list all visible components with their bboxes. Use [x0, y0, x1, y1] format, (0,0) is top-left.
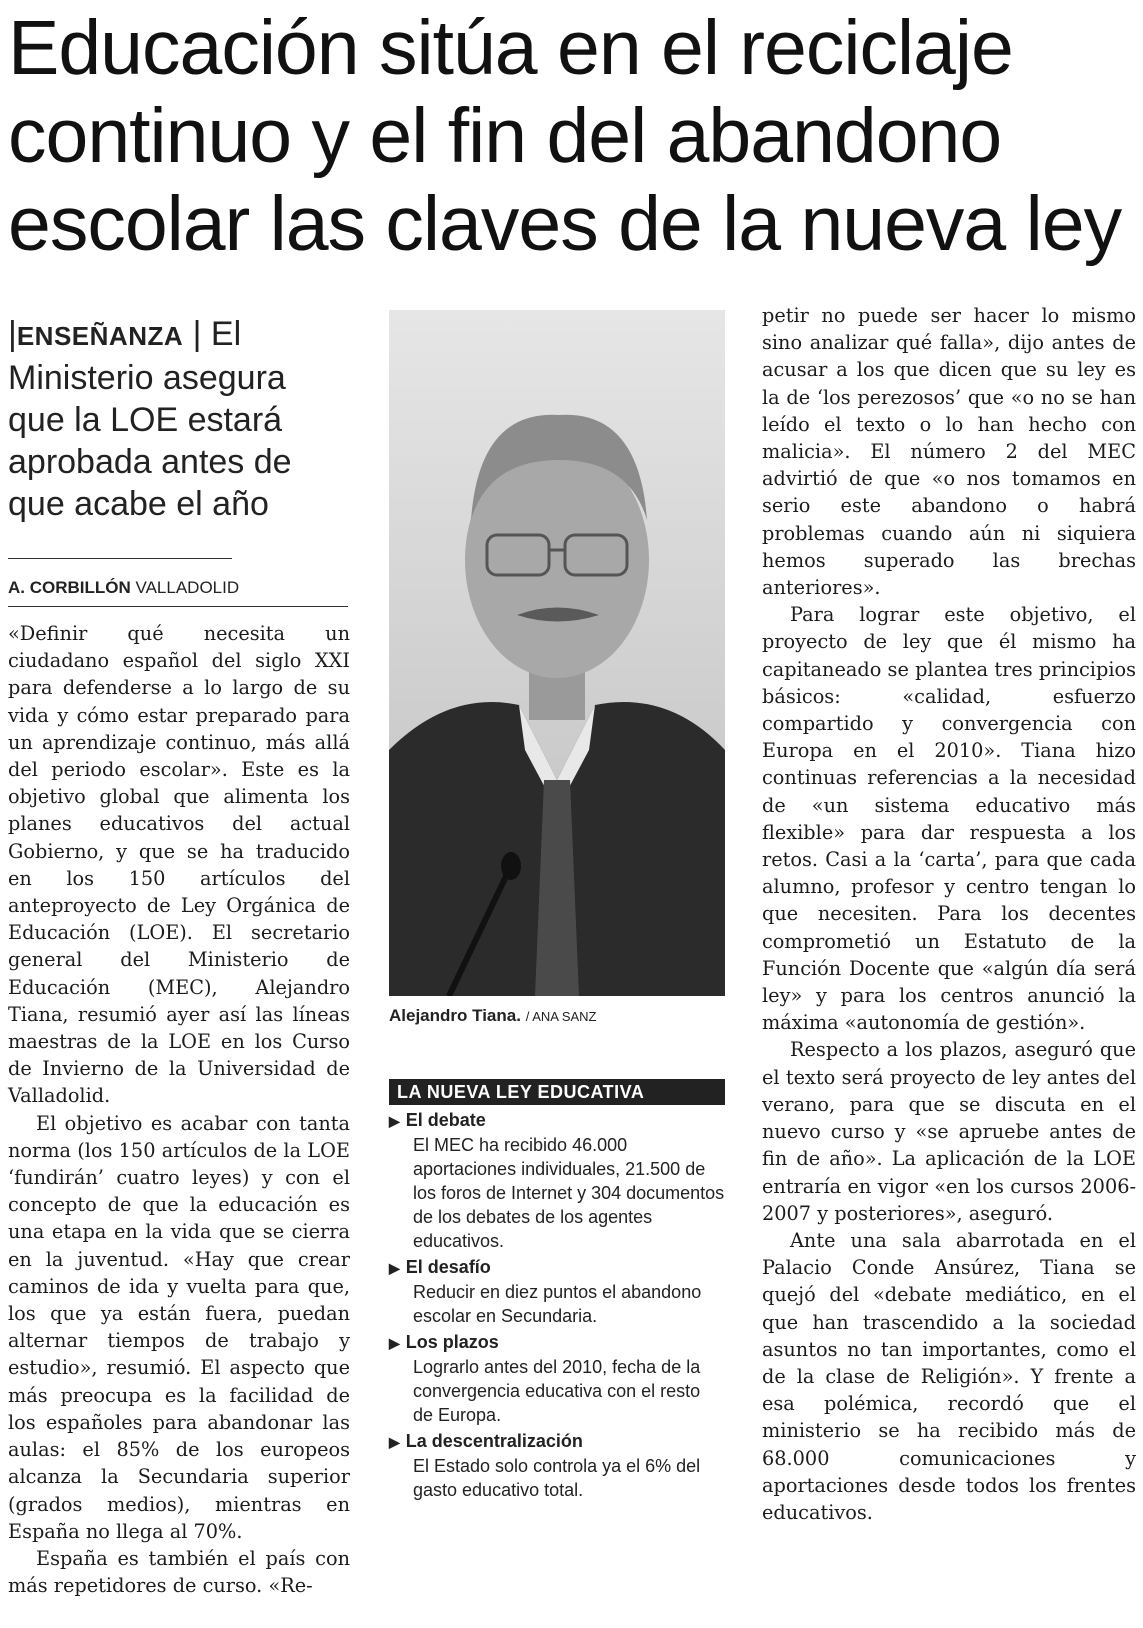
article-column-3 — [762, 302, 1136, 1526]
subhead-text: El Ministerio asegura que la LOE estará aprobada antes de que acabe el año — [8, 315, 292, 523]
headline-line-2: continuo y el fin del abandono — [8, 93, 1002, 179]
photo-caption — [389, 1006, 729, 1026]
box-item-text: Lograrlo antes del 2010, fecha de la convergencia educativa con el resto de Europa. — [413, 1357, 701, 1425]
subhead — [8, 313, 348, 525]
triangle-bullet-icon: ▶ — [389, 1260, 400, 1276]
sidebar-box — [389, 1108, 725, 1504]
triangle-bullet-icon: ▶ — [389, 1335, 400, 1351]
box-item-head: Los plazos — [405, 1332, 499, 1352]
box-item — [389, 1429, 725, 1502]
box-item — [389, 1330, 725, 1427]
headline-line-3: escolar las claves de la nueva ley — [8, 181, 1122, 267]
section-tag: ENSEÑANZA — [16, 321, 184, 351]
box-item-text: El MEC ha recibido 46.000 aportaciones individuales, 21.500 de los foros de Internet y 304 documentos de los debates de los agentes educativos. — [413, 1135, 725, 1251]
headline-line-1: Educación sitúa en el reciclaje — [8, 5, 1013, 91]
triangle-bullet-icon: ▶ — [389, 1434, 400, 1450]
byline-place: VALLADOLID — [135, 578, 240, 597]
paragraph: Para lograr este objetivo, el proyecto de ley que él mismo ha capitaneado se plantea tres principios básicos: «calidad, esfuerzo compartido y convergencia con Europa en el 2010». Tiana hizo continuas referencias a la necesidad de «un sistema educativo más flexible» para dar respuesta a los retos. Casi a la ‘carta’, para que cada alumno, profesor y centro tengan lo que necesiten. Para los decentes comprometió un Estatuto de la Función Docente que «algún día será ley» y para los centros anunció la máxima «autonomía de gestión». — [762, 603, 1136, 1035]
portrait-photo — [389, 310, 725, 996]
caption-name: Alejandro Tiana. — [389, 1006, 521, 1025]
paragraph: Ante una sala abarrotada en el Palacio Conde Ansúrez, Tiana se quejó del «debate mediático, en el que han trascendido a la sociedad asuntos no tan importantes, como el de la clase de Religión». Y frente a esa polémica, recordó que el ministerio se ha recibido más de 68.000 comunicaciones y aportaciones desde todos los frentes educativos. — [762, 1228, 1136, 1524]
paragraph: «Definir qué necesita un ciudadano español del siglo XXI para defenderse a lo largo de su vida y cómo estar preparado para un aprendizaje continuo, más allá del periodo escolar». Este es la objetivo global que alimenta los planes educativos del actual Gobierno, y que se ha traducido en los 150 artículos del anteproyecto de Ley Orgánica de Educación (LOE). El secretario general del Ministerio de Educación (MEC), Alejandro Tiana, resumió ayer así las líneas maestras de la LOE en los Curso de Invierno de la Universidad de Valladolid. — [8, 622, 350, 1108]
portrait-illustration — [389, 310, 725, 996]
paragraph: petir no puede ser hacer lo mismo sino analizar qué falla», dijo antes de acusar a los que dicen que su ley es la de ‘los perezosos’ que «o no se han leído el texto o lo han hecho con malicia». El número 2 del MEC advirtió de que «o nos tomamos en serio este abandono o habrá problemas cuando aún ni siquiera hemos superado las brechas anteriores». — [762, 304, 1136, 600]
box-item-head: El desafío — [405, 1257, 491, 1277]
box-item-text: El Estado solo controla ya el 6% del gasto educativo total. — [413, 1456, 701, 1500]
box-item-head: La descentralización — [405, 1431, 583, 1451]
headline — [8, 4, 1138, 268]
byline-author: A. CORBILLÓN — [8, 578, 131, 597]
box-item-head: El debate — [405, 1110, 486, 1130]
article-column-1 — [8, 620, 350, 1599]
sidebar-box-title: LA NUEVA LEY EDUCATIVA — [389, 1079, 725, 1105]
tag-divider: | — [192, 315, 202, 353]
box-item-text: Reducir en diez puntos el abandono escolar en Secundaria. — [413, 1282, 702, 1326]
box-item — [389, 1255, 725, 1328]
box-item — [389, 1108, 725, 1253]
paragraph: Respecto a los plazos, aseguró que el texto será proyecto de ley antes del verano, para que se discuta en el nuevo curso y «se apruebe antes de fin de año». La aplicación de la LOE entraría en vigor «en los cursos 2006-2007 y posteriores», aseguró. — [762, 1038, 1136, 1225]
byline-rule — [8, 606, 348, 607]
tag-divider: | — [8, 315, 17, 353]
paragraph: España es también el país con más repetidores de curso. «Re- — [8, 1546, 350, 1598]
paragraph: El objetivo es acabar con tanta norma (los 150 artículos de la LOE ‘fundirán’ cuatro leyes) y con el concepto de que la educación es una etapa en la vida que se cierra en la juventud. «Hay que crear caminos de ida y vuelta para que, los que ya están fuera, puedan alternar tiempos de trabajo y estudio», resumió. El aspecto que más preocupa es la facilidad de los españoles para abandonar las aulas: el 85% de los europeos alcanza la Secundaria superior (grados medios), mientras en España no llega al 70%. — [8, 1111, 350, 1543]
triangle-bullet-icon: ▶ — [389, 1113, 400, 1129]
caption-credit: / ANA SANZ — [525, 1009, 597, 1024]
subhead-rule — [8, 558, 232, 559]
byline — [8, 578, 348, 598]
